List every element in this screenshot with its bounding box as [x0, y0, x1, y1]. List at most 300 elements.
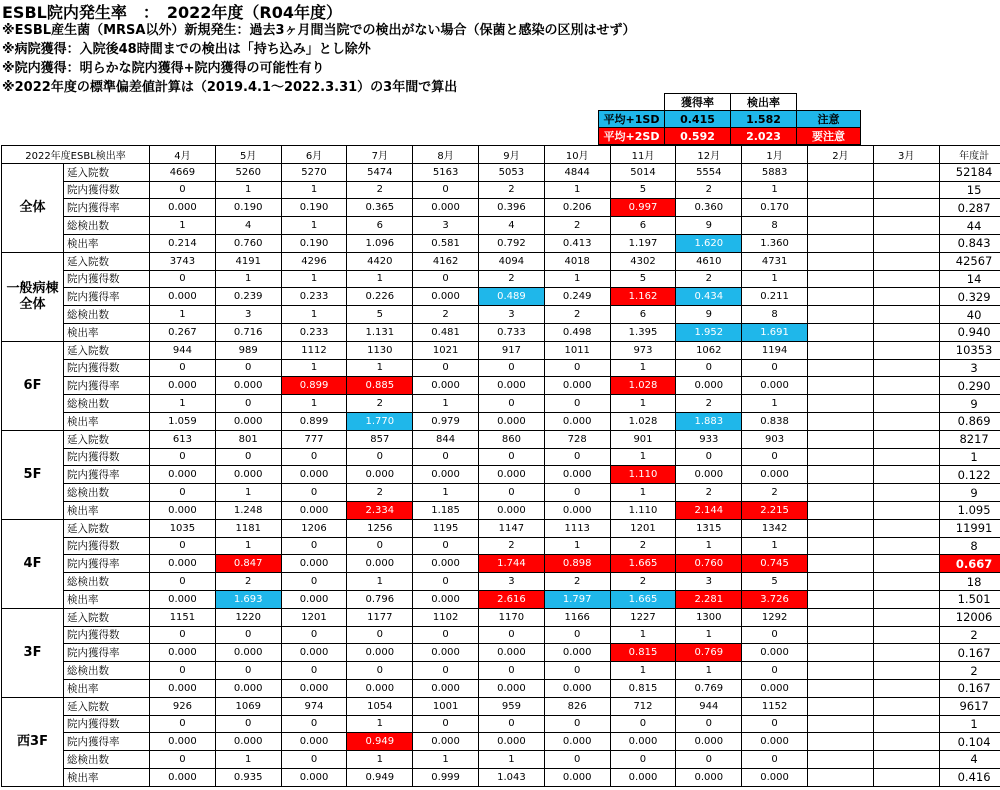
value-cell: 0	[215, 715, 281, 733]
legend-1sd-label: 平均+1SD	[599, 111, 665, 128]
value-cell: 1152	[742, 697, 808, 715]
month-header: 4月	[150, 146, 216, 164]
table-row	[2, 430, 1000, 448]
annual-total-cell: 14	[939, 270, 1000, 288]
value-cell: 0.000	[413, 733, 479, 751]
value-cell: 2.616	[479, 590, 545, 608]
value-cell: 1	[281, 217, 347, 235]
value-cell: 0	[479, 662, 545, 680]
value-cell: 0.000	[676, 733, 742, 751]
value-cell: 0	[742, 751, 808, 769]
table-row	[2, 217, 1000, 235]
value-cell: 0.000	[413, 555, 479, 573]
value-cell: 0.226	[347, 288, 413, 306]
value-cell	[807, 555, 873, 573]
value-cell: 1	[544, 181, 610, 199]
value-cell: 989	[215, 341, 281, 359]
value-cell: 1.620	[676, 234, 742, 252]
value-cell: 1.360	[742, 234, 808, 252]
metric-label: 院内獲得率	[64, 466, 150, 484]
value-cell: 0.211	[742, 288, 808, 306]
value-cell: 1	[742, 395, 808, 413]
value-cell: 0.000	[347, 644, 413, 662]
value-cell: 944	[676, 697, 742, 715]
metric-label: 検出率	[64, 590, 150, 608]
table-row	[2, 341, 1000, 359]
value-cell: 1	[479, 751, 545, 769]
table-row	[2, 768, 1000, 786]
value-cell: 1	[150, 395, 216, 413]
value-cell	[873, 199, 939, 217]
metric-label: 検出率	[64, 323, 150, 341]
value-cell: 1	[610, 484, 676, 502]
table-row	[2, 662, 1000, 680]
value-cell: 1069	[215, 697, 281, 715]
value-cell	[873, 448, 939, 466]
value-cell	[807, 217, 873, 235]
value-cell: 2	[479, 181, 545, 199]
value-cell: 4610	[676, 252, 742, 270]
value-cell: 2	[347, 395, 413, 413]
value-cell: 0	[413, 537, 479, 555]
value-cell: 777	[281, 430, 347, 448]
value-cell: 2	[676, 484, 742, 502]
metric-label: 院内獲得数	[64, 270, 150, 288]
value-cell: 0	[150, 715, 216, 733]
value-cell: 0	[544, 448, 610, 466]
legend-2sd-detected: 2.023	[731, 128, 797, 145]
value-cell: 1	[215, 484, 281, 502]
value-cell: 0	[413, 359, 479, 377]
month-header: 10月	[544, 146, 610, 164]
value-cell: 0.000	[215, 466, 281, 484]
value-cell: 0	[544, 626, 610, 644]
value-cell: 1	[347, 270, 413, 288]
value-cell: 0.949	[347, 733, 413, 751]
value-cell: 0.206	[544, 199, 610, 217]
value-cell: 0.000	[150, 555, 216, 573]
value-cell: 0	[413, 270, 479, 288]
value-cell: 4844	[544, 163, 610, 181]
value-cell: 0	[150, 662, 216, 680]
value-cell	[873, 590, 939, 608]
value-cell: 1194	[742, 341, 808, 359]
value-cell: 0	[281, 448, 347, 466]
value-cell: 0	[610, 715, 676, 733]
value-cell: 0.000	[479, 644, 545, 662]
table-row	[2, 751, 1000, 769]
value-cell: 0.170	[742, 199, 808, 217]
month-header: 8月	[413, 146, 479, 164]
ward-group-label: 西3F	[2, 697, 64, 786]
value-cell: 4018	[544, 252, 610, 270]
value-cell: 0.000	[281, 555, 347, 573]
value-cell: 0	[281, 573, 347, 591]
value-cell: 0	[347, 626, 413, 644]
value-cell: 1	[215, 751, 281, 769]
value-cell: 0.365	[347, 199, 413, 217]
ward-group-label: 6F	[2, 341, 64, 430]
value-cell: 0.000	[150, 590, 216, 608]
table-row	[2, 412, 1000, 430]
value-cell: 0.000	[215, 377, 281, 395]
table-row	[2, 555, 1000, 573]
value-cell: 4731	[742, 252, 808, 270]
value-cell: 0.233	[281, 288, 347, 306]
value-cell: 0.000	[544, 377, 610, 395]
table-row	[2, 715, 1000, 733]
value-cell: 1.693	[215, 590, 281, 608]
value-cell	[873, 501, 939, 519]
metric-label: 院内獲得数	[64, 537, 150, 555]
value-cell: 3	[676, 573, 742, 591]
value-cell	[807, 341, 873, 359]
note-in-hospital: ※院内獲得：明らかな院内獲得+院内獲得の可能性有り	[2, 61, 325, 76]
value-cell: 0	[742, 448, 808, 466]
value-cell	[807, 715, 873, 733]
metric-label: 検出率	[64, 234, 150, 252]
value-cell	[807, 662, 873, 680]
value-cell: 1021	[413, 341, 479, 359]
month-header: 11月	[610, 146, 676, 164]
annual-total-cell: 2	[939, 662, 1000, 680]
value-cell: 1195	[413, 519, 479, 537]
value-cell: 0	[347, 448, 413, 466]
value-cell: 0.581	[413, 234, 479, 252]
ward-group-label: 5F	[2, 430, 64, 519]
value-cell: 0	[479, 626, 545, 644]
value-cell: 0.000	[742, 679, 808, 697]
value-cell: 0	[413, 626, 479, 644]
legend-col-detected: 検出率	[731, 94, 797, 111]
metric-label: 院内獲得数	[64, 626, 150, 644]
value-cell: 1	[413, 395, 479, 413]
value-cell: 2	[676, 270, 742, 288]
annual-total-cell: 12006	[939, 608, 1000, 626]
month-header: 7月	[347, 146, 413, 164]
annual-total-cell: 9	[939, 395, 1000, 413]
value-cell: 3	[479, 306, 545, 324]
value-cell: 0.000	[150, 733, 216, 751]
value-cell: 1.028	[610, 377, 676, 395]
value-cell: 1	[281, 270, 347, 288]
value-cell: 6	[610, 217, 676, 235]
metric-label: 延入院数	[64, 341, 150, 359]
value-cell: 0	[544, 662, 610, 680]
value-cell: 1.096	[347, 234, 413, 252]
value-cell: 5	[610, 181, 676, 199]
value-cell: 0.769	[676, 644, 742, 662]
legend-2sd-label: 平均+2SD	[599, 128, 665, 145]
value-cell: 1.665	[610, 555, 676, 573]
value-cell: 0.190	[281, 199, 347, 217]
value-cell: 0.898	[544, 555, 610, 573]
table-row	[2, 519, 1000, 537]
value-cell: 903	[742, 430, 808, 448]
table-row	[2, 484, 1000, 502]
value-cell	[807, 323, 873, 341]
metric-label: 院内獲得数	[64, 359, 150, 377]
value-cell: 0.000	[413, 288, 479, 306]
value-cell: 0.000	[281, 466, 347, 484]
metric-label: 検出率	[64, 679, 150, 697]
value-cell: 3743	[150, 252, 216, 270]
value-cell: 0	[150, 359, 216, 377]
metric-label: 院内獲得率	[64, 377, 150, 395]
value-cell: 0.000	[281, 501, 347, 519]
value-cell	[873, 662, 939, 680]
value-cell: 0.360	[676, 199, 742, 217]
value-cell: 1	[150, 217, 216, 235]
value-cell: 1	[676, 662, 742, 680]
metric-label: 延入院数	[64, 252, 150, 270]
value-cell: 0.000	[479, 679, 545, 697]
value-cell: 4191	[215, 252, 281, 270]
value-cell: 2.281	[676, 590, 742, 608]
annual-total-cell: 0.290	[939, 377, 1000, 395]
annual-total-cell: 0.167	[939, 679, 1000, 697]
value-cell: 8	[742, 217, 808, 235]
table-row	[2, 573, 1000, 591]
value-cell: 0.000	[347, 555, 413, 573]
value-cell	[807, 519, 873, 537]
value-cell	[873, 306, 939, 324]
value-cell: 2.144	[676, 501, 742, 519]
value-cell: 0.000	[676, 768, 742, 786]
value-cell	[873, 395, 939, 413]
value-cell: 0	[413, 181, 479, 199]
value-cell: 2	[347, 181, 413, 199]
metric-label: 総検出数	[64, 217, 150, 235]
value-cell: 4	[215, 217, 281, 235]
metric-label: 総検出数	[64, 751, 150, 769]
value-cell: 2	[544, 217, 610, 235]
legend-col-acquired: 獲得率	[665, 94, 731, 111]
value-cell: 1	[610, 448, 676, 466]
month-header: 1月	[742, 146, 808, 164]
value-cell: 2	[610, 537, 676, 555]
table-row	[2, 590, 1000, 608]
value-cell: 0	[742, 626, 808, 644]
value-cell: 0.000	[281, 733, 347, 751]
month-header: 9月	[479, 146, 545, 164]
metric-label: 院内獲得率	[64, 644, 150, 662]
note-definition: ※ESBL産生菌（MRSA以外）新規発生：過去3ヶ月間当院での検出がない場合（保菌と感染の区別はせず）	[2, 23, 636, 38]
value-cell: 1	[610, 626, 676, 644]
value-cell: 0	[544, 715, 610, 733]
value-cell: 2	[742, 484, 808, 502]
value-cell	[807, 501, 873, 519]
value-cell: 0.000	[479, 733, 545, 751]
value-cell: 0.489	[479, 288, 545, 306]
legend-row-2sd	[599, 128, 861, 145]
value-cell: 0	[479, 715, 545, 733]
value-cell: 0.769	[676, 679, 742, 697]
table-row	[2, 733, 1000, 751]
value-cell: 0	[150, 626, 216, 644]
value-cell: 0.214	[150, 234, 216, 252]
value-cell: 0.239	[215, 288, 281, 306]
value-cell	[807, 573, 873, 591]
annual-total-cell: 0.667	[939, 555, 1000, 573]
value-cell: 0.716	[215, 323, 281, 341]
value-cell	[807, 751, 873, 769]
value-cell: 0.000	[544, 412, 610, 430]
value-cell: 0	[479, 448, 545, 466]
value-cell	[873, 608, 939, 626]
value-cell: 0	[347, 537, 413, 555]
value-cell: 0.000	[215, 679, 281, 697]
value-cell: 6	[347, 217, 413, 235]
value-cell: 0.000	[544, 733, 610, 751]
value-cell: 0.000	[610, 768, 676, 786]
annual-total-cell: 10353	[939, 341, 1000, 359]
value-cell: 959	[479, 697, 545, 715]
annual-total-cell: 0.940	[939, 323, 1000, 341]
value-cell: 1	[347, 573, 413, 591]
legend-2sd-acquired: 0.592	[665, 128, 731, 145]
value-cell: 2	[676, 395, 742, 413]
value-cell: 1	[347, 751, 413, 769]
table-header-row	[2, 146, 1000, 164]
value-cell: 1151	[150, 608, 216, 626]
table-corner-label: 2022年度ESBL検出率	[2, 146, 150, 164]
annual-total-cell: 44	[939, 217, 1000, 235]
value-cell: 0	[479, 395, 545, 413]
value-cell: 3	[413, 217, 479, 235]
table-row	[2, 697, 1000, 715]
value-cell: 1054	[347, 697, 413, 715]
value-cell: 0.267	[150, 323, 216, 341]
value-cell: 901	[610, 430, 676, 448]
value-cell	[807, 537, 873, 555]
value-cell: 0.000	[479, 412, 545, 430]
table-row	[2, 608, 1000, 626]
value-cell	[873, 697, 939, 715]
note-sd-calculation: ※2022年度の標準偏差値計算は（2019.4.1～2022.3.31）の3年間で算出	[2, 80, 458, 95]
value-cell: 1	[413, 751, 479, 769]
metric-label: 検出率	[64, 768, 150, 786]
value-cell: 0.760	[676, 555, 742, 573]
value-cell	[873, 519, 939, 537]
value-cell: 0.000	[347, 466, 413, 484]
value-cell: 0.885	[347, 377, 413, 395]
value-cell	[807, 484, 873, 502]
value-cell: 0	[281, 484, 347, 502]
annual-total-cell: 0.104	[939, 733, 1000, 751]
value-cell: 0.999	[413, 768, 479, 786]
value-cell: 0.000	[150, 377, 216, 395]
value-cell	[873, 341, 939, 359]
metric-label: 総検出数	[64, 306, 150, 324]
value-cell	[873, 270, 939, 288]
value-cell: 0.899	[281, 412, 347, 430]
value-cell: 5	[347, 306, 413, 324]
value-cell: 1	[215, 270, 281, 288]
value-cell: 0.815	[610, 679, 676, 697]
value-cell: 0	[150, 751, 216, 769]
threshold-legend	[598, 93, 861, 145]
value-cell	[873, 430, 939, 448]
value-cell: 1	[215, 537, 281, 555]
value-cell	[807, 181, 873, 199]
value-cell: 0.000	[544, 466, 610, 484]
value-cell	[807, 252, 873, 270]
value-cell	[807, 448, 873, 466]
value-cell: 2	[544, 573, 610, 591]
value-cell: 0	[347, 662, 413, 680]
value-cell: 0	[413, 573, 479, 591]
value-cell: 4420	[347, 252, 413, 270]
value-cell: 1113	[544, 519, 610, 537]
value-cell: 1.131	[347, 323, 413, 341]
value-cell: 0.000	[610, 733, 676, 751]
value-cell: 0	[544, 751, 610, 769]
value-cell: 0.899	[281, 377, 347, 395]
metric-label: 延入院数	[64, 697, 150, 715]
value-cell	[873, 288, 939, 306]
value-cell: 0	[610, 751, 676, 769]
table-row	[2, 448, 1000, 466]
annual-total-cell: 42567	[939, 252, 1000, 270]
esbl-rate-table	[1, 145, 1000, 787]
metric-label: 延入院数	[64, 519, 150, 537]
table-row	[2, 537, 1000, 555]
value-cell: 5	[610, 270, 676, 288]
value-cell	[873, 359, 939, 377]
value-cell: 1	[610, 662, 676, 680]
table-row	[2, 359, 1000, 377]
month-header: 5月	[215, 146, 281, 164]
metric-label: 総検出数	[64, 484, 150, 502]
value-cell: 1	[676, 537, 742, 555]
value-cell: 0.000	[413, 377, 479, 395]
value-cell: 0.979	[413, 412, 479, 430]
value-cell: 4	[479, 217, 545, 235]
value-cell: 4669	[150, 163, 216, 181]
value-cell: 0.000	[676, 466, 742, 484]
value-cell: 801	[215, 430, 281, 448]
value-cell: 933	[676, 430, 742, 448]
annual-total-cell: 1.501	[939, 590, 1000, 608]
value-cell: 2	[413, 306, 479, 324]
value-cell: 1256	[347, 519, 413, 537]
value-cell	[873, 644, 939, 662]
value-cell	[873, 412, 939, 430]
month-header: 6月	[281, 146, 347, 164]
annual-total-cell: 9617	[939, 697, 1000, 715]
value-cell: 0.434	[676, 288, 742, 306]
value-cell: 0.000	[413, 199, 479, 217]
value-cell: 1	[215, 181, 281, 199]
value-cell: 0	[544, 359, 610, 377]
value-cell: 5883	[742, 163, 808, 181]
annual-total-cell: 18	[939, 573, 1000, 591]
legend-1sd-tag: 注意	[797, 111, 861, 128]
value-cell	[873, 323, 939, 341]
value-cell: 0.000	[742, 768, 808, 786]
value-cell	[873, 234, 939, 252]
value-cell: 973	[610, 341, 676, 359]
value-cell: 0	[215, 359, 281, 377]
value-cell: 0.000	[479, 501, 545, 519]
value-cell: 1	[610, 395, 676, 413]
value-cell: 5554	[676, 163, 742, 181]
value-cell: 0.000	[544, 768, 610, 786]
annual-total-cell: 0.869	[939, 412, 1000, 430]
annual-total-cell: 9	[939, 484, 1000, 502]
value-cell: 0.000	[215, 733, 281, 751]
